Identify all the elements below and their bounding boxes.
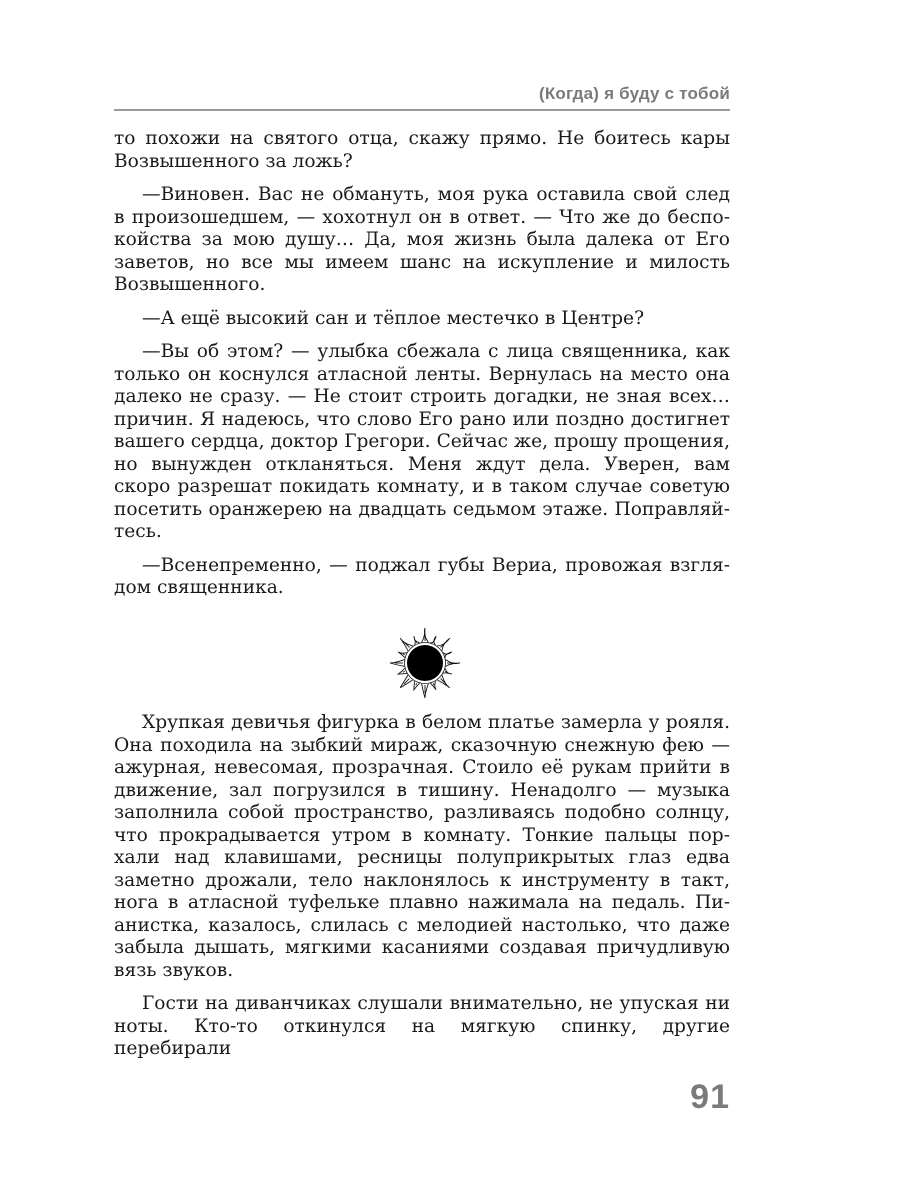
paragraph: —А ещё высокий сан и тёплое местечко в Центре? bbox=[142, 307, 645, 329]
paragraph: то похожи на святого отца, скажу прямо. Не боитесь кары Возвышенного за ложь? bbox=[114, 128, 730, 172]
ornament-ray-vein bbox=[416, 683, 417, 685]
text-section-before-break bbox=[114, 128, 730, 600]
ornament-ray-vein bbox=[433, 683, 434, 685]
paragraph: —Вы об этом? — улыбка сбежала с лица священника, как только он коснулся атласной ленты. Вернулась на место она далеко не сразу. — Не стоит строить догадки, не зная всех… причин. Я надеюсь, что слово Его рано или поздно достигнет вашего сердца, доктор Грегори. Сейчас же, прошу прощения, но вынужден откланяться. Меня ждут дела. Уверен, вам скоро разрешат покидать комнату, и в таком случае советую посетить оранжерею на двадцать седьмом этаже. Поправляйтесь. bbox=[114, 341, 730, 542]
header-rule bbox=[114, 109, 730, 111]
paragraph: —Виновен. Вас не обмануть, моя рука оставила свой след в произошедшем, — хохотнул он в ответ. — Что же до беспокойства за мою душу… Да, моя жизнь была далека от Его заветов, но все мы имеем шанс на искупление и милость Возвышенного. bbox=[114, 184, 730, 295]
black-sun-ornament-icon bbox=[388, 626, 462, 700]
paragraph: Хрупкая девичья фигурка в белом платье замерла у рояля. Она походила на зыбкий мираж, сказочную снежную фею — ажурная, невесомая, прозрачная. Стоило её рукам прийти в движение, зал погрузился в тишину. Ненадолго — музыка заполнила собой пространство, разливаясь подобно солнцу, что прокрадывается утром в комнату. Тонкие пальцы порхали над клавишами, ресницы полуприкрытых глаз едва заметно дрожали, тело наклонялось к инструменту в такт, нога в атласной туфельке плавно нажимала на педаль. Пианистка, казалось, слилась с мелодией настолько, что даже забыла дышать, мягкими касаниями создавая причудливую вязь звуков. bbox=[114, 712, 730, 981]
text-section-after-break bbox=[114, 712, 730, 1061]
ornament-ray-vein bbox=[403, 671, 405, 672]
running-head-title: (Когда) я буду с тобой bbox=[538, 84, 730, 103]
ornament-ray-vein bbox=[403, 654, 405, 655]
paragraph: Гости на диванчиках слушали внимательно, не упуская ни ноты. Кто-то откинулся на мягкую спинку, другие перебирали bbox=[114, 993, 730, 1059]
paragraph: —Всенепременно, — поджал губы Вериа, провожая взглядом священника. bbox=[114, 554, 730, 598]
page-number: 91 bbox=[690, 1078, 730, 1116]
